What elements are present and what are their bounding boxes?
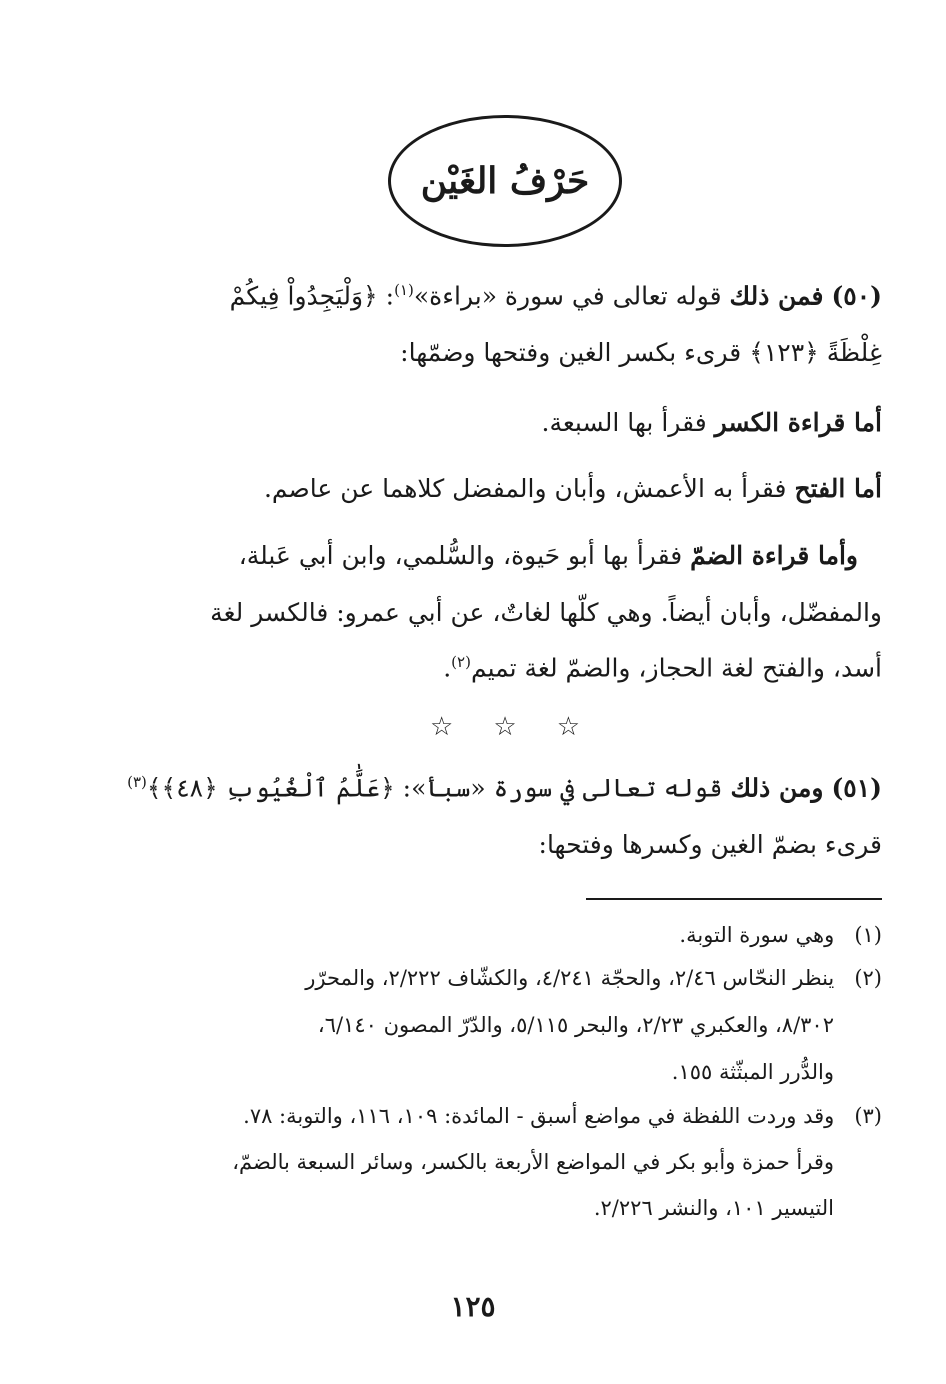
entry-51-line2: قرىء بضمّ الغين وكسرها وفتحها: [538, 830, 882, 859]
fath-text: فقرأ به الأعمش، وأبان والمفضل كلاهما عن عاصم. [263, 474, 787, 503]
entry-50-lead: فمن ذلك [729, 281, 824, 311]
footnote-1-number: (١) [854, 923, 882, 947]
entry-50-line2: غِلْظَةً ﴿١٢٣﴾ قرىء بكسر الغين وفتحها وضمّها: [400, 338, 882, 367]
footnote-2-text-1: ينظر النحّاس ٢/٤٦، والحجّة ٤/٢٤١، والكشّاف ٢/٢٢٢، والمحرّر [305, 966, 835, 990]
page-number: ١٢٥ [450, 1290, 496, 1323]
entry-50-number: (٥٠) [831, 281, 882, 311]
entry-50-verse: : ﴿وَلْيَجِدُواْ فِيكُمْ [229, 281, 395, 311]
entry-51-line1 [127, 773, 882, 803]
damm-line1 [239, 543, 858, 568]
star-icon: ☆ [493, 712, 517, 742]
star-icon: ☆ [556, 712, 580, 742]
damm-text-1: فقرأ بها أبو حَيوة، والسُّلمي، وابن أبي عَبلة، [238, 541, 683, 570]
damm-heading: وأما قراءة الضمّ [690, 541, 858, 570]
footnote-3-line3: التيسير ١٠١، والنشر ٢/٢٢٦. [593, 1196, 834, 1220]
paragraph-kasr [542, 410, 882, 435]
footnote-ref-3: (٣) [127, 773, 147, 791]
footnote-ref-2: (٢) [451, 653, 471, 671]
footnote-1-text: وهي سورة التوبة. [679, 923, 835, 947]
footnote-2-number: (٢) [854, 966, 882, 990]
kasr-text: فقرأ بها السبعة. [541, 408, 707, 437]
damm-text-3: أسد، والفتح لغة الحجاز، والضمّ لغة تميم [470, 653, 882, 683]
fath-heading: أما الفتح [794, 474, 882, 503]
entry-51-lead: ومن ذلك [730, 773, 824, 803]
footnote-3-number: (٣) [854, 1104, 882, 1128]
damm-line3 [443, 653, 882, 683]
footnote-ref-1: (١) [394, 281, 414, 299]
footnote-3-line2: وقرأ حمزة وأبو بكر في المواضع الأربعة بالكسر، وسائر السبعة بالضمّ، [232, 1150, 834, 1174]
footnote-1 [679, 925, 882, 946]
damm-end: . [443, 653, 452, 683]
entry-51-number: (٥١) [831, 773, 882, 803]
entry-51-text: قوله تعالى في سورة «سبأ»: ﴿عَلَّٰمُ ٱلْغُيُوبِ ﴿٤٨﴾﴾ [146, 773, 723, 803]
footnote-divider [586, 898, 882, 900]
section-separator [430, 712, 580, 742]
star-icon: ☆ [430, 712, 454, 742]
footnote-2-line1 [305, 968, 882, 989]
entry-50-line1 [229, 281, 882, 311]
footnote-3-line1 [243, 1106, 882, 1127]
paragraph-fath [264, 476, 882, 501]
entry-50-text: قوله تعالى في سورة «براءة» [413, 281, 722, 311]
footnote-3-text-1: وقد وردت اللفظة في مواضع أسبق - المائدة: ١٠٩، ١١٦، والتوبة: ٧٨. [243, 1104, 835, 1128]
chapter-heading: حَرْفُ الغَيْن [420, 160, 590, 202]
footnote-2-line3: والدُّرر المبثّثة ١٥٥. [671, 1060, 834, 1084]
chapter-heading-frame [388, 115, 622, 247]
damm-line2: والمفضّل، وأبان أيضاً. وهي كلّها لغاتٌ، عن أبي عمرو: فالكسر لغة [210, 598, 882, 627]
kasr-heading: أما قراءة الكسر [714, 408, 882, 437]
footnote-2-line2: ٨/٣٠٢، والعكبري ٢/٢٣، والبحر ٥/١١٥، والدّرّ المصون ٦/١٤٠، [317, 1013, 834, 1037]
